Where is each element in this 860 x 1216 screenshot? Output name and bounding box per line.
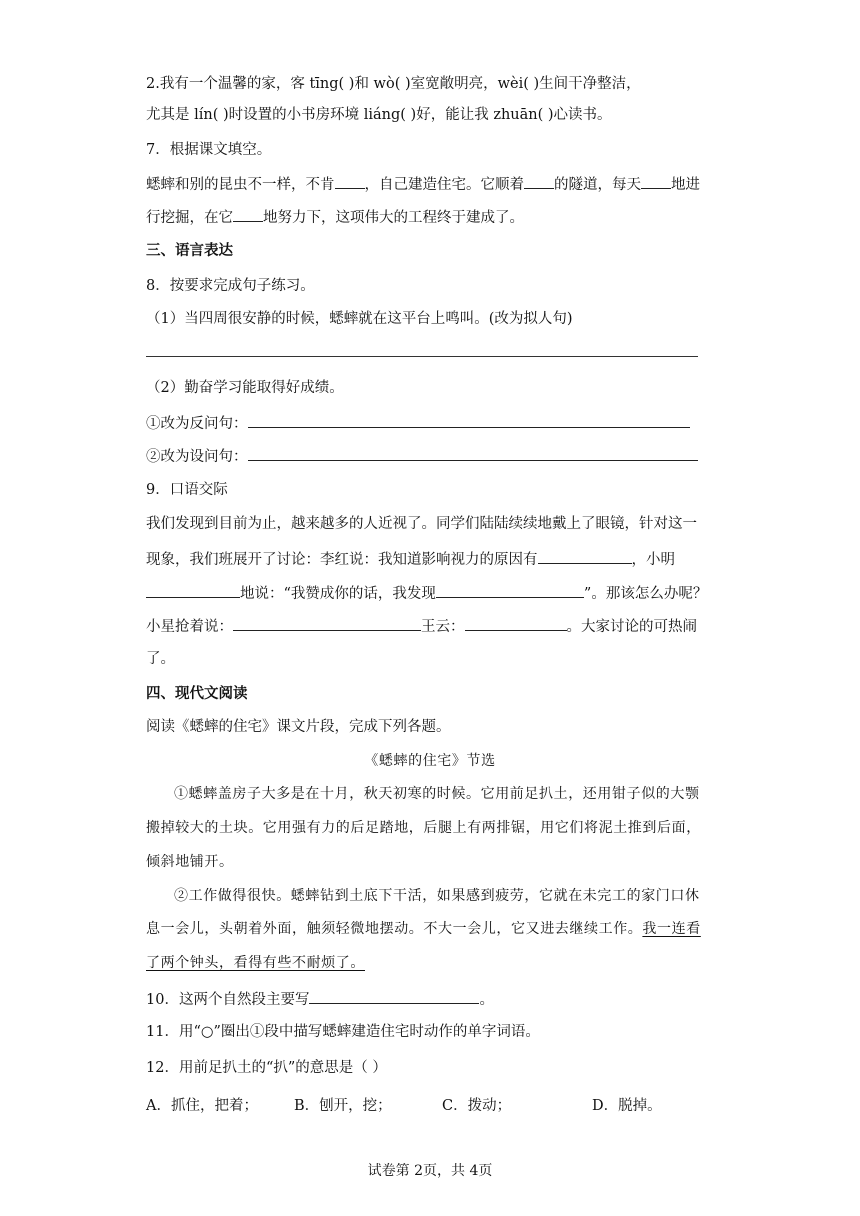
q9-text: 小星抢着说： <box>146 619 233 635</box>
answer-blank[interactable] <box>641 173 671 189</box>
q9-line1: 我们发现到目前为止，越来越多的人近视了。同学们陆陆续续地戴上了眼镜，针对这一 <box>146 516 697 532</box>
passage-p1-line2: 搬掉较大的土块。它用强有力的后足踏地，后腿上有两排锯，用它们将泥土推到后面， <box>146 820 701 836</box>
answer-line[interactable] <box>146 356 698 357</box>
q9-line4 <box>146 615 697 637</box>
option-a[interactable]: A．抓住，把着； <box>146 1098 258 1114</box>
q10-text: 。 <box>479 992 494 1008</box>
q7-text: 的隧道，每天 <box>554 177 641 193</box>
q8-item2: （2）勤奋学习能取得好成绩。 <box>146 380 344 396</box>
q9-line2 <box>146 548 675 570</box>
passage-p1-line3: 倾斜地铺开。 <box>146 854 234 870</box>
q6-2-line1: 2.我有一个温馨的家，客 tīng( )和 wò( )室宽敞明亮，wèi( )生间干净整洁， <box>146 76 641 92</box>
answer-blank[interactable] <box>436 582 584 598</box>
answer-blank[interactable] <box>465 615 567 631</box>
q7-text: 行挖掘，在它 <box>146 210 233 226</box>
option-d[interactable]: D．脱掉。 <box>592 1098 662 1114</box>
passage-p2-line2 <box>146 919 701 939</box>
section-heading: 三、语言表达 <box>146 243 233 259</box>
answer-blank[interactable] <box>146 582 240 598</box>
answer-blank[interactable] <box>538 548 632 564</box>
passage-title: 《蟋蟀的住宅》节选 <box>364 753 496 769</box>
q10-text: 10．这两个自然段主要写 <box>146 992 310 1008</box>
q7-text: 地努力下，这项伟大的工程终于建成了。 <box>263 210 524 226</box>
q9-line3 <box>146 582 707 604</box>
q9-text: 现象，我们班展开了讨论：李红说：我知道影响视力的原因有 <box>146 552 538 568</box>
passage-p2-line3 <box>146 953 365 973</box>
passage-text: 息一会儿，头朝着外面，触须轻微地摆动。不大一会儿，它又进去继续工作。 <box>146 921 643 937</box>
q7-text: 蟋蟀和别的昆虫不一样，不肯 <box>146 177 335 193</box>
q7-title: 7．根据课文填空。 <box>146 142 272 158</box>
underlined-sentence: 我一连看 <box>642 921 701 937</box>
q9-line5: 了。 <box>146 651 175 667</box>
q6-2-line2: 尤其是 lín( )时设置的小书房环境 liáng( )好，能让我 zhuān( )心读书。 <box>146 107 612 123</box>
answer-blank[interactable] <box>309 988 479 1004</box>
q9-text: ，小明 <box>631 552 675 568</box>
q12-options <box>146 1096 662 1116</box>
section-heading: 四、现代文阅读 <box>146 686 248 702</box>
reading-intro: 阅读《蟋蟀的住宅》课文片段，完成下列各题。 <box>146 719 451 735</box>
q7-line2 <box>146 206 524 228</box>
q9-title: 9．口语交际 <box>146 482 228 498</box>
answer-blank[interactable] <box>248 412 690 428</box>
q9-text: ”。那该怎么办呢？ <box>583 586 708 602</box>
answer-blank[interactable] <box>524 173 554 189</box>
answer-blank[interactable] <box>233 206 263 222</box>
q8-sub1 <box>146 412 690 434</box>
q8-sub-label: ①改为反问句： <box>146 416 248 432</box>
q8-item1: （1）当四周很安静的时候，蟋蟀就在这平台上鸣叫。(改为拟人句) <box>146 311 573 327</box>
option-b[interactable]: B．刨开，挖； <box>294 1098 392 1114</box>
passage-p1-line1: ①蟋蟀盖房子大多是在十月，秋天初寒的时候。它用前足扒土，还用钳子似的大颚 <box>174 786 700 802</box>
q9-text: 地说：“我赞成你的话，我发现 <box>240 586 436 602</box>
passage-p2-line1: ②工作做得很快。蟋蟀钻到土底下干活，如果感到疲劳，它就在未完工的家门口休 <box>174 888 700 904</box>
q8-title: 8．按要求完成句子练习。 <box>146 278 315 294</box>
q7-line1 <box>146 173 700 195</box>
q12-title: 12．用前足扒土的“扒”的意思是（ ） <box>146 1060 387 1076</box>
q7-text: 地进 <box>671 177 700 193</box>
q9-text: 王云： <box>421 619 465 635</box>
q8-sub-label: ②改为设问句： <box>146 449 248 465</box>
answer-blank[interactable] <box>335 173 365 189</box>
underlined-sentence: 了两个钟头，看得有些不耐烦了。 <box>146 955 365 971</box>
q8-sub2 <box>146 445 698 467</box>
answer-blank[interactable] <box>233 615 421 631</box>
option-c[interactable]: C．拨动； <box>442 1098 512 1114</box>
q7-text: ，自己建造住宅。它顺着 <box>364 177 524 193</box>
answer-blank[interactable] <box>248 445 698 461</box>
q9-text: 。大家讨论的可热闹 <box>566 619 697 635</box>
q11: 11．用“○”圈出①段中描写蟋蟀建造住宅时动作的单字词语。 <box>146 1024 540 1040</box>
page-footer: 试卷第 2页，共 4页 <box>367 1163 493 1179</box>
q10 <box>146 988 494 1010</box>
